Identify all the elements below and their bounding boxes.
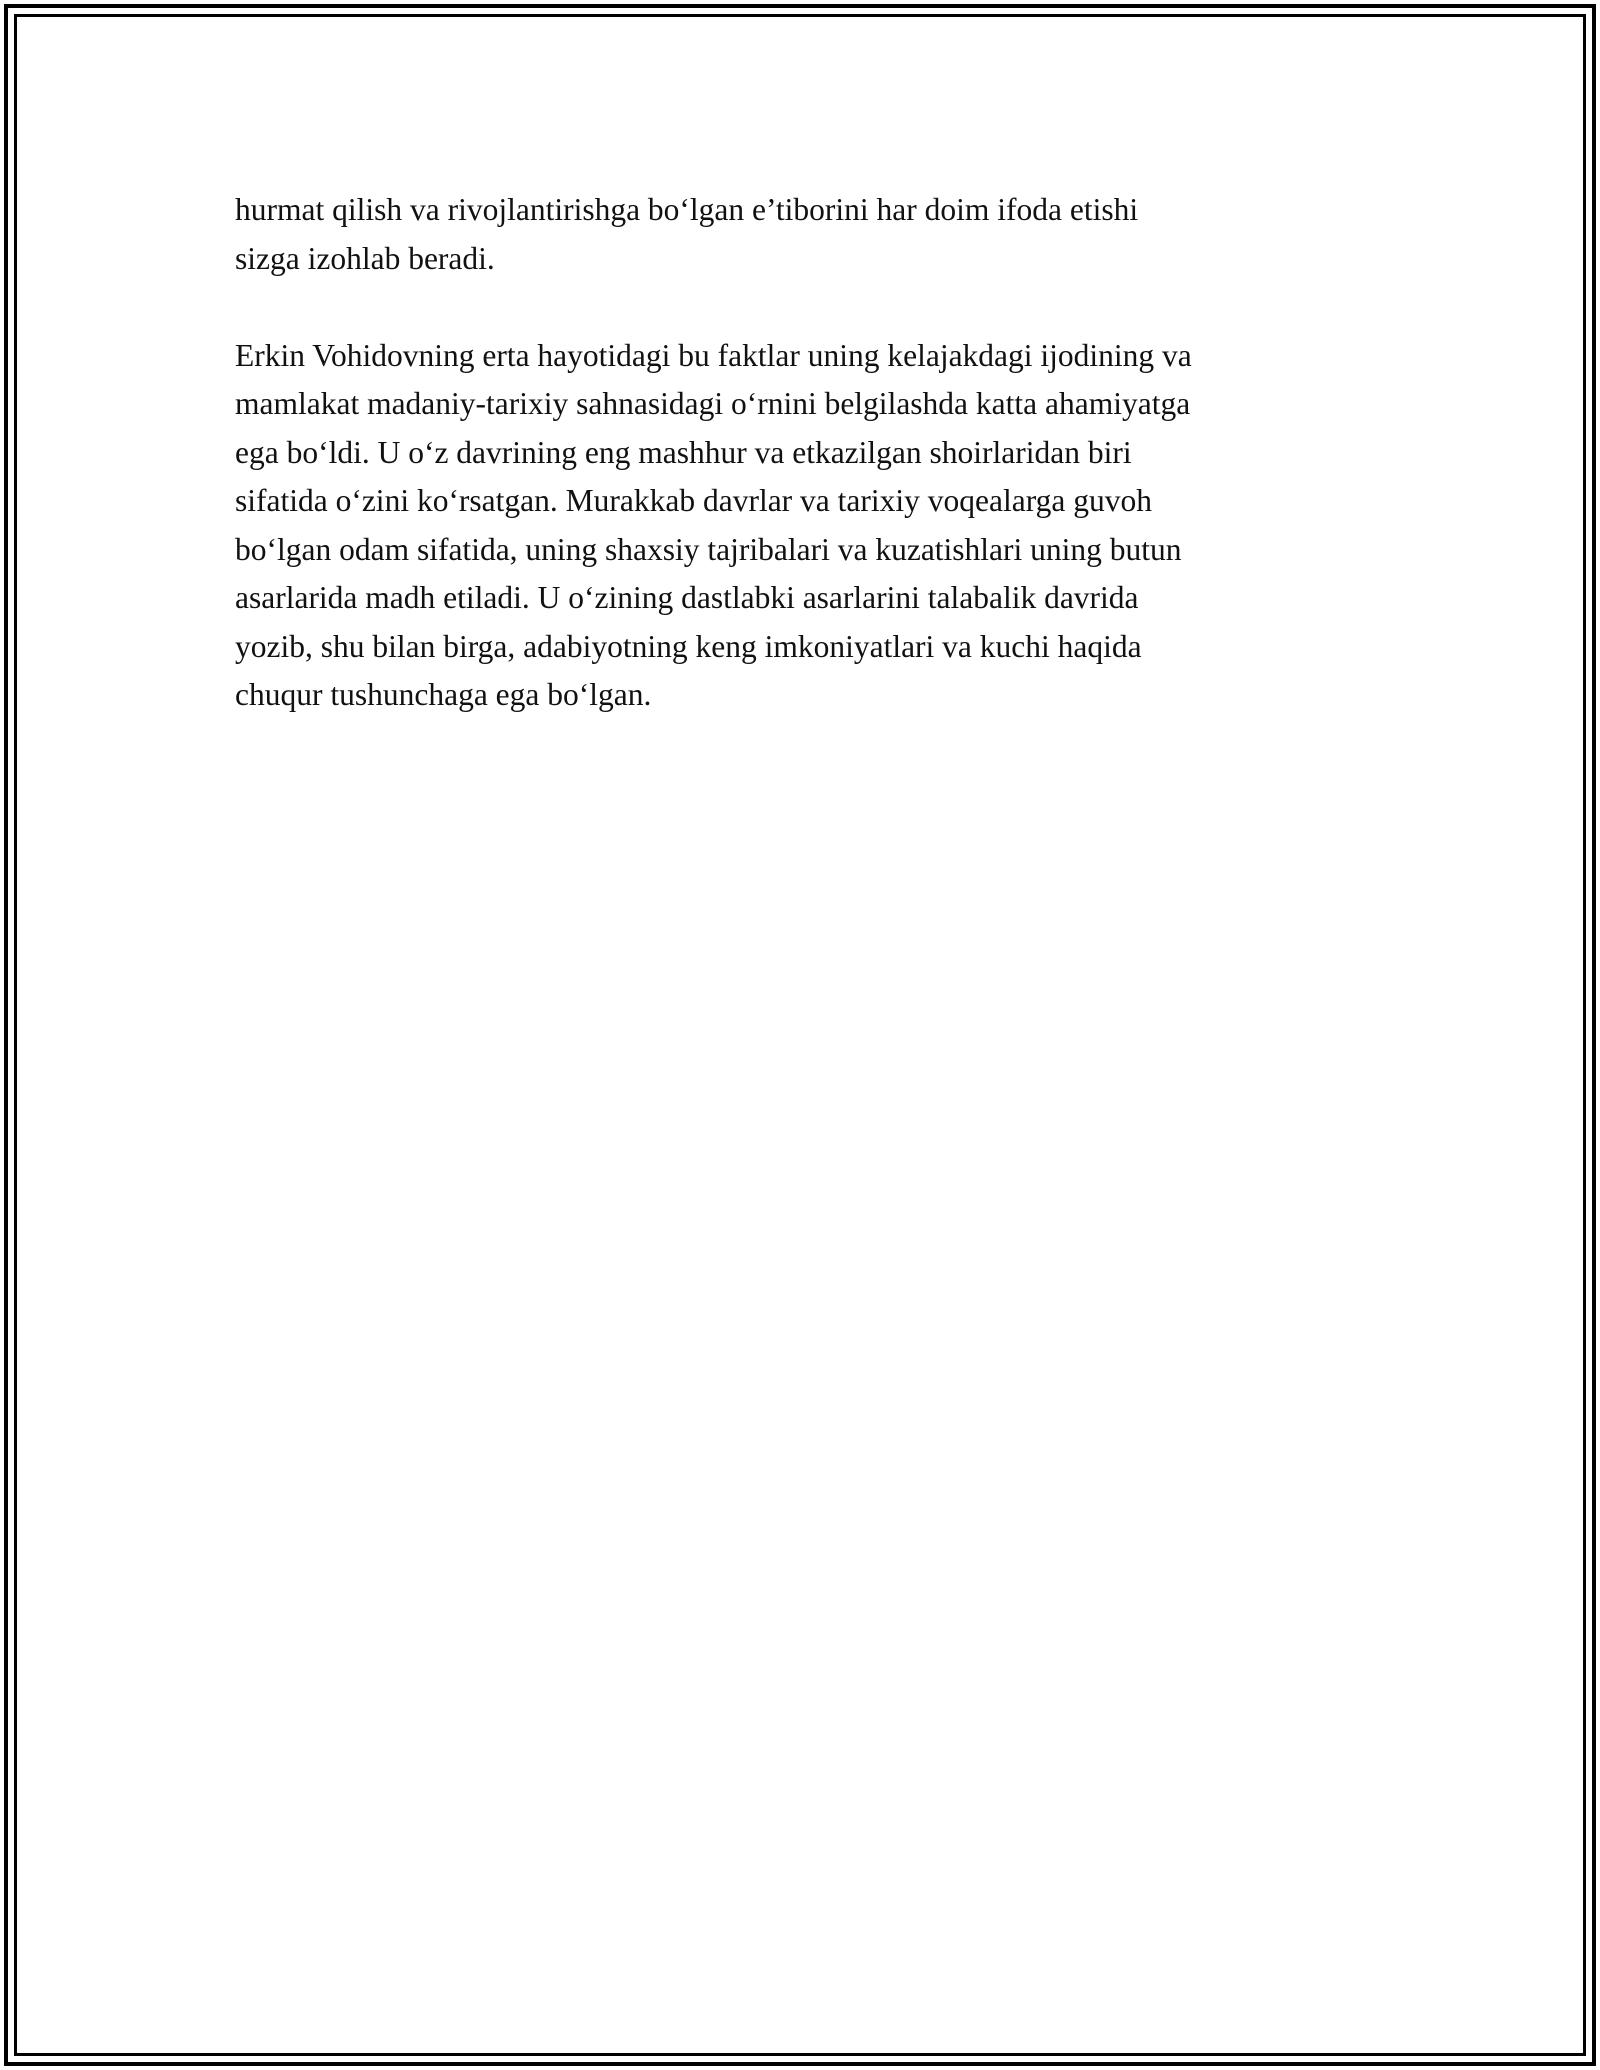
paragraph-line: sizga izohlab beradi.	[235, 240, 495, 276]
paragraph-line: yozib, shu bilan birga, adabiyotning keng imkoniyatlari va kuchi haqida	[235, 628, 1142, 664]
paragraph-line: asarlarida madh etiladi. U o‘zining dastlabki asarlarini talabalik davrida	[235, 580, 1139, 615]
paragraph-line: sifatida o‘zini ko‘rsatgan. Murakkab davrlar va tarixiy voqealarga guvoh	[235, 483, 1152, 518]
paragraph-line: chuqur tushunchaga ega bo‘lgan.	[235, 677, 652, 712]
paragraph-line: Erkin Vohidovning erta hayotidagi bu faktlar uning kelajakdagi ijodining va	[235, 337, 1192, 373]
paragraph-line: ega bo‘ldi. U o‘z davrining eng mashhur va etkazilgan shoirlaridan biri	[235, 434, 1132, 470]
paragraph-line: mamlakat madaniy-tarixiy sahnasidagi o‘rnini belgilashda katta ahamiyatga	[235, 386, 1191, 421]
document-body	[235, 186, 1375, 720]
paragraph-2	[235, 332, 1375, 720]
paragraph-line: hurmat qilish va rivojlantirishga bo‘lgan e’tiborini har doim ifoda etishi	[235, 192, 1139, 227]
paragraph-line: bo‘lgan odam sifatida, uning shaxsiy tajribalari va kuzatishlari uning butun	[235, 531, 1182, 567]
paragraph-1	[235, 186, 1375, 283]
